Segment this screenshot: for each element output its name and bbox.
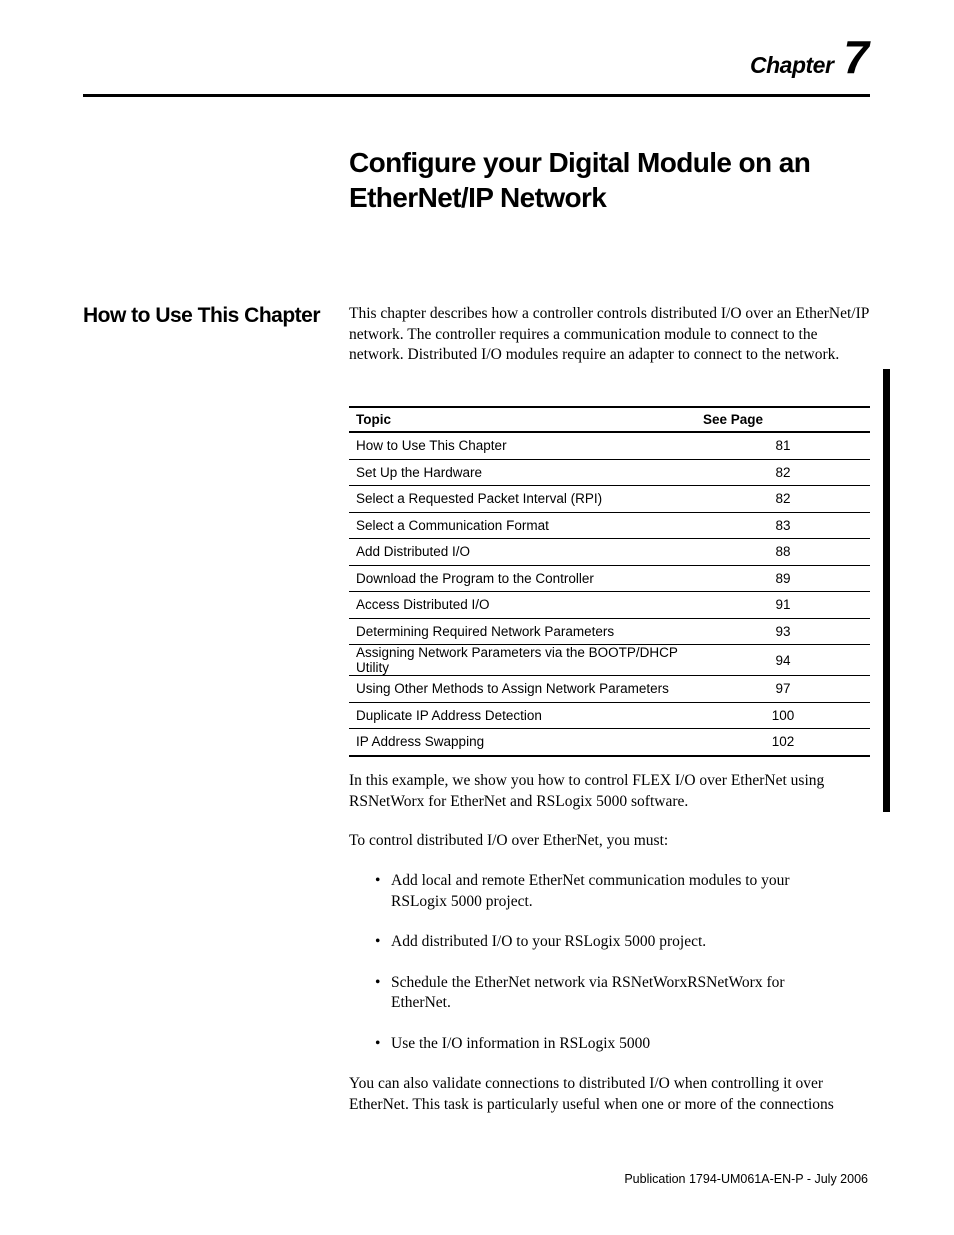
topic-cell: Using Other Methods to Assign Network Parameters (349, 676, 696, 703)
table-row (349, 539, 870, 566)
topic-cell: IP Address Swapping (349, 729, 696, 756)
section-heading: How to Use This Chapter (83, 304, 321, 327)
closing-paragraph: You can also validate connections to distributed I/O when controlling it over EtherNet. This task is particularly useful when one or more of the connections (349, 1075, 834, 1113)
page-cell: 100 (696, 702, 870, 729)
table-row (349, 645, 870, 676)
page-cell: 82 (696, 486, 870, 513)
topic-cell: Select a Communication Format (349, 512, 696, 539)
list-item: • Schedule the EtherNet network via RSNetWorxRSNetWorx for EtherNet. (375, 973, 845, 1014)
example-paragraph: In this example, we show you how to control FLEX I/O over EtherNet using RSNetWorx for EtherNet and RSLogix 5000 software. (349, 772, 825, 810)
publication-footer: Publication 1794-UM061A-EN-P - July 2006 (624, 1172, 868, 1186)
topics-table (349, 406, 870, 757)
table-row (349, 432, 870, 459)
topics-table-body (349, 432, 870, 756)
change-bar (883, 369, 890, 812)
table-row (349, 676, 870, 703)
page-cell: 102 (696, 729, 870, 756)
page-column-header: See Page (696, 407, 870, 432)
table-row (349, 592, 870, 619)
topic-cell: Determining Required Network Parameters (349, 618, 696, 645)
table-header-row (349, 407, 870, 432)
topic-cell: Assigning Network Parameters via the BOOTP/DHCP Utility (349, 645, 696, 676)
chapter-number: 7 (843, 31, 868, 83)
topic-cell: Duplicate IP Address Detection (349, 702, 696, 729)
table-row (349, 459, 870, 486)
topic-cell: Select a Requested Packet Interval (RPI) (349, 486, 696, 513)
table-row (349, 618, 870, 645)
list-item: • Add distributed I/O to your RSLogix 5000 project. (375, 932, 845, 953)
list-item: • Add local and remote EtherNet communication modules to your RSLogix 5000 project. (375, 871, 845, 912)
list-item: • Use the I/O information in RSLogix 5000 (375, 1034, 845, 1055)
table-row (349, 565, 870, 592)
page-cell: 93 (696, 618, 870, 645)
page-cell: 88 (696, 539, 870, 566)
lead-paragraph: To control distributed I/O over EtherNet, you must: (349, 832, 669, 849)
table-row (349, 486, 870, 513)
page-cell: 97 (696, 676, 870, 703)
topic-cell: Add Distributed I/O (349, 539, 696, 566)
table-row (349, 729, 870, 756)
page-cell: 82 (696, 459, 870, 486)
chapter-label: Chapter (750, 52, 834, 78)
page-cell: 81 (696, 432, 870, 459)
chapter-header (750, 31, 868, 83)
topic-cell: Access Distributed I/O (349, 592, 696, 619)
topic-column-header: Topic (349, 407, 696, 432)
header-rule (83, 94, 870, 97)
page-cell: 83 (696, 512, 870, 539)
table-row (349, 702, 870, 729)
topic-cell: Download the Program to the Controller (349, 565, 696, 592)
page-cell: 89 (696, 565, 870, 592)
intro-paragraph: This chapter describes how a controller controls distributed I/O over an EtherNet/IP network. The controller requires a communication module to connect to the network. Distributed I/O modules require an adapter to connect to the network. (349, 305, 869, 363)
table-row (349, 512, 870, 539)
page-cell: 91 (696, 592, 870, 619)
page-cell: 94 (696, 645, 870, 676)
steps-list (375, 871, 845, 1074)
topic-cell: Set Up the Hardware (349, 459, 696, 486)
topic-cell: How to Use This Chapter (349, 432, 696, 459)
chapter-title: Configure your Digital Module on an EtherNet/IP Network (349, 147, 811, 213)
